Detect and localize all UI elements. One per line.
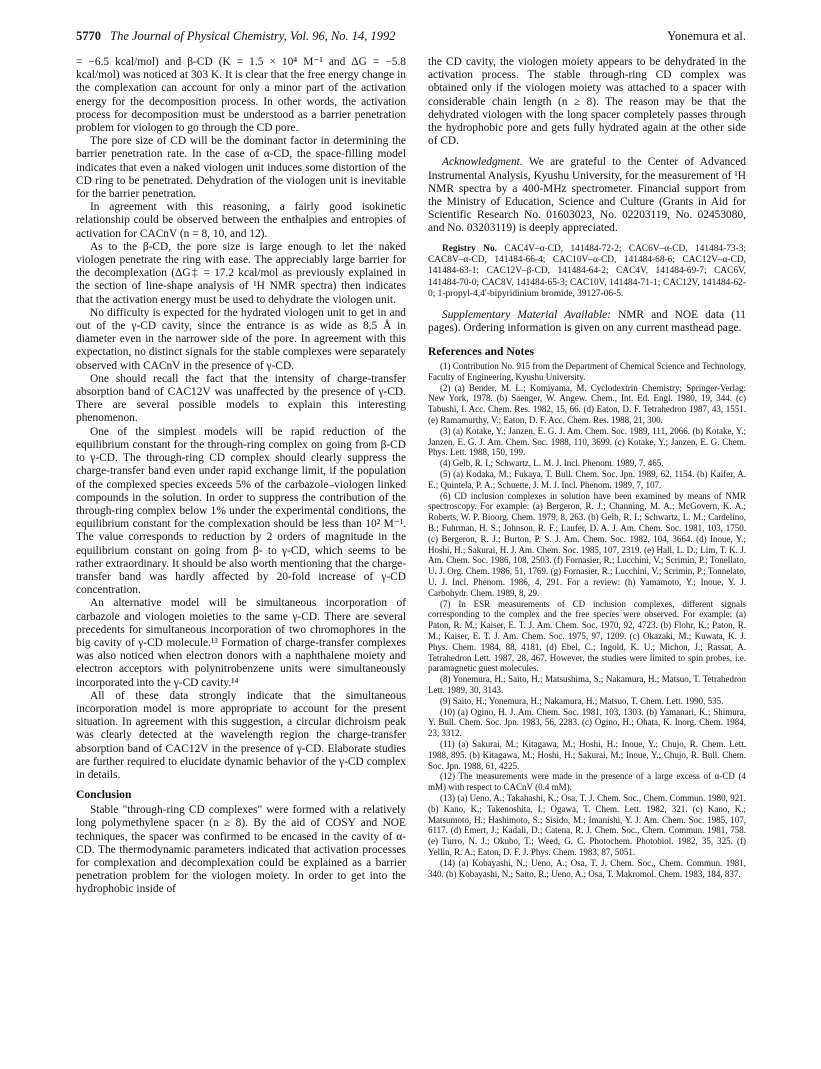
body-paragraph: No difficulty is expected for the hydrated viologen unit to get in and out of the γ-CD cavity, since the entrance is as wide as 8.5 Å in diameter even in the narrower side of the pore. In agreement with this expectation, no distinct signals for the stable complexes were separately observed with CACnV in the presence of γ-CD. <box>76 306 406 372</box>
acknowledgment-text: We are grateful to the Center of Advanced Instrumental Analysis, Kyushu University, for the measurement of ¹H NMR spectra by a 400-MHz spectrometer. Financial support from the Ministry of Education, Science and Culture (Grants in Aid for Scientific Research No. 01603023, No. 02203119, No. 02453080, and No. 03203119) is deeply appreciated. <box>428 156 746 235</box>
reference-item: (12) The measurements were made in the presence of a large excess of α-CD (4 mM) with respect to CACnV (0.4 mM). <box>428 771 746 793</box>
registry-label: Registry No. <box>442 243 497 254</box>
reference-item: (5) (a) Kodaka, M.; Fukaya, T. Bull. Chem. Soc. Jpn. 1989, 62, 1154. (b) Kaifer, A. E.; Quintela, P. A.; Schuette, J. M. J. Incl. Phenom. 1989, 7, 107. <box>428 469 746 490</box>
reference-item: (8) Yonemura, H.; Saito, H.; Matsushima, S.; Nakamura, H.; Matsuo, T. Tetrahedron Lett. 1989, 30, 3143. <box>428 674 746 695</box>
reference-item: (3) (a) Kotake, Y.; Janzen, E. G. J. Am. Chem. Soc. 1989, 111, 2066. (b) Kotake, Y.; Janzen, E. G. J. Am. Chem. Soc. 1988, 110, 3699. (c) Kotake, Y.; Janzen, E. G. Chem. Phys. Lett. 1988, 150, 199. <box>428 425 746 458</box>
reference-item: (6) CD inclusion complexes in solution have been examined by means of NMR spectroscopy. For example: (a) Bergeron, R. J.; Channing, M. A.; McGovern, K. A.; Roberts, W. P. Bioorg. Chem. 1979, 8, 263. (b) Gelb, R. I.; Schwartz, L. M.; Cardelino, B.; Fuhrman, H. S.; Johnson, R. F.; Laufer, D. A. J. Am. Chem. Soc. 1981, 103, 1750. (c) Bergeron, R. J.; Burton, P. S. J. Am. Chem. Soc. 1982, 104, 3664. (d) Inoue, Y.; Hoshi, H.; Sakurai, H. J. Am. Chem. Soc. 1985, 107, 2319. (e) Hall, L. D.; Lim, T. K. J. Am. Chem. Soc. 1986, 108, 2503. (f) Fornasier, R.; Lucchini, V.; Scrimin, P.; Tonellato, U. J. Org. Chem. 1986, 51, 1769. (g) Fornasier, R.; Lucchini, V.; Scrimin, P.; Tonnelato, U. J. Incl. Phenom. 1986, 4, 291. For a review: (h) Yamamoto, Y.; Inoue, Y. J. Carbohydr. Chem. 1989, 8, 29. <box>428 490 746 598</box>
reference-item: (1) Contribution No. 915 from the Department of Chemical Science and Technology, Faculty of Engineering, Kyushu University. <box>428 361 746 382</box>
conclusion-heading: Conclusion <box>76 788 132 802</box>
page-number: 5770 <box>76 29 101 43</box>
body-paragraph: As to the β-CD, the pore size is large enough to let the naked viologen penetrate the ring with ease. The appreciably large barrier for the decomplexation (ΔG‡ = 17.2 kcal/mol as previously explained in the section of line-shape analysis of ¹H NMR spectra) then indicates that the activation energy must be used to dehydrate the viologen unit. <box>76 240 406 306</box>
supplementary-material <box>428 309 746 335</box>
reference-item: (9) Saito, H.; Yonemura, H.; Nakamura, H.; Matsuo, T. Chem. Lett. 1990, 535. <box>440 695 724 706</box>
header-authors: Yonemura et al. <box>667 29 746 43</box>
registry-text: CAC4V–α-CD, 141484-72-2; CAC6V–α-CD, 141484-73-3; CAC8V–α-CD, 141484-66-4; CAC10V–α-CD, 141484-68-6; CAC12V–α-CD, 141484-63-1; CAC12V–β-CD, 141484-64-2; CAC4V, 141484-69-7; CAC6V, 141484-70-0; CAC8V, 141484-65-3; CAC10V, 141484-71-1; CAC12V, 141484-62-0; 1-propyl-4,4′-bipyridinium bromide, 39127-06-5. <box>428 243 747 300</box>
body-paragraph: One of the simplest models will be rapid reduction of the equilibrium constant for the through-ring complex on going from β-CD to γ-CD. The through-ring CD complex should clearly suppress the charge-transfer band even under rapid exchange limit, if the population of the complexed species exceeds 5% of the carbazole–viologen linked compounds in the solution. In order to suppress the contribution of the through-ring complex below 1% under the experimental conditions, the equilibrium constant for the complexation should be less than 10² M⁻¹. The value corresponds to reduction by 2 orders of magnitude in the equilibrium constant on going from β- to γ-CD, which seems to be rather extraordinary. It should be also worth mentioning that the charge-transfer band was hardly affected by 20-fold increase of γ-CD concentration. <box>76 425 406 597</box>
header-left <box>76 29 396 44</box>
body-paragraph: = −6.5 kcal/mol) and β-CD (K = 1.5 × 10⁴ M⁻¹ and ΔG = −5.8 kcal/mol) was noticed at 303 K. It is clear that the free energy change in the complexation can account for only a minor part of the activation energy for the decomposition process. In other words, the activation process for decomposition must be understood as a barrier penetration problem for viologen to go through the CD pore. <box>76 56 406 135</box>
body-paragraph: One should recall the fact that the intensity of charge-transfer absorption band of CAC12V was unaffected by the presence of γ-CD. There are several possible models to explain this interesting phenomenon. <box>76 372 406 425</box>
journal-citation: The Journal of Physical Chemistry, Vol. 96, No. 14, 1992 <box>110 29 396 43</box>
reference-item: (2) (a) Bender, M. L.; Komiyama, M. Cyclodextrin Chemistry; Springer-Verlag: New York, 1978. (b) Saenger, W. Angew. Chem., Int. Ed. Engl. 1980, 19, 344. (c) Tabushi, I. Acc. Chem. Res. 1982, 15, 66. (d) Eaton, D. F. Tetrahedron 1987, 43, 1551. (e) Ramamurthy, V.; Eaton, D. F. Acc. Chem. Res. 1988, 21, 300. <box>428 382 746 426</box>
acknowledgment <box>428 156 746 235</box>
reference-item: (7) In ESR measurements of CD inclusion complexes, different signals corresponding to the complex and the free species were observed. For example: (a) Paton, R. M.; Kaiser, E. T. J. Am. Chem. Soc. 1970, 92, 4723. (b) Flohr, K.; Paton, R. M.; Kaiser, E. T. J. Am. Chem. Soc. 1975, 97, 1209. (c) Okazaki, M.; Kuwata, K. J. Phys. Chem. 1984, 88, 4181. (d) Ebel, C.; Ingold, K. U.; Michon, J.; Rassat, A. Tetrahedron Lett. 1987, 28, 467. However, the studies were limited to spin probes, i.e. paramagnetic guest molecules. <box>428 598 746 674</box>
references-heading: References and Notes <box>428 345 535 359</box>
body-paragraph: An alternative model will be simultaneous incorporation of carbazole and viologen moieties to the same γ-CD. There are several precedents for simultaneous incorporation of two chromophores in the big cavity of γ-CD molecule.¹³ Formation of charge-transfer complexes was also noticed when electron donors with a naphthalene moiety and electron acceptors with polynitrobenzene units were simultaneously incorporated into the γ-CD cavity.¹⁴ <box>76 597 406 689</box>
reference-item: (13) (a) Ueno, A.; Takahashi, K.; Osa, T. J. Chem. Soc., Chem. Commun. 1980, 921. (b) Kano, K.; Takenoshita, I.; Ogawa, T. Chem. Lett. 1982, 321. (c) Kano, K.; Matsumoto, H.; Hashimoto, S.; Sisido, M.; Imanishi, Y. J. Am. Chem. Soc. 1985, 107, 6117. (d) Emert, J.; Kadali, D.; Catena, R. J. Chem. Soc., Chem. Commun. 1981, 758. (e) Turro, N. J.; Okubo, T.; Weed, G. C. Photochem. Photobiol. 1982, 35, 325. (f) Yellin, R. A.; Eaton, D. F. J. Phys. Chem. 1983, 87, 5051. <box>428 792 746 857</box>
acknowledgment-label: Acknowledgment. <box>442 156 523 169</box>
reference-item: (11) (a) Sakurai, M.; Kitagawa, M.; Hoshi, H.; Inoue, Y.; Chujo, R. Chem. Lett. 1988, 895. (b) Kitagawa, M.; Hoshi, H.; Sakurai, M.; Inoue, Y.; Chujo, R. Bull. Chem. Soc. Jpn. 1988, 61, 4225. <box>428 738 746 771</box>
references-list <box>428 361 746 879</box>
left-column <box>76 56 406 897</box>
running-header <box>76 29 746 47</box>
supplementary-text: NMR and NOE data (11 pages). Ordering information is given on any current masthead page. <box>428 308 746 334</box>
registry-numbers <box>428 244 746 301</box>
reference-item: (10) (a) Ogino, H. J. Am. Chem. Soc. 1981, 103, 1303. (b) Yamanari, K.; Shimura, Y. Bull. Chem. Soc. Jpn. 1983, 56, 2283. (c) Ogino, H.; Ohata, K. Inorg. Chem. 1984, 23, 3312. <box>428 706 746 739</box>
supplementary-label: Supplementary Material Available: <box>442 308 611 321</box>
right-column <box>428 56 746 879</box>
reference-item: (14) (a) Kobayashi, N.; Ueno, A.; Osa, T. J. Chem. Soc., Chem. Commun. 1981, 340. (b) Kobayashi, N.; Saito, R.; Ueno, A.; Osa, T. Makromol. Chem. 1983, 184, 837. <box>428 857 746 879</box>
continued-paragraph: the CD cavity, the viologen moiety appears to be dehydrated in the activation process. The stable through-ring CD complex was obtained only if the viologen moiety was attached to a spacer with considerable chain length (n ≥ 8). The reason may be that the dehydrated viologen with the long spacer completely passes through the hydrophobic pore and gets fully hydrated again at the other side of CD. <box>428 56 746 148</box>
body-paragraph: In agreement with this reasoning, a fairly good isokinetic relationship could be observed between the enthalpies and entropies of activation for CACnV (n = 8, 10, and 12). <box>76 201 406 240</box>
body-paragraph: The pore size of CD will be the dominant factor in determining the barrier penetration rate. In the case of α-CD, the space-filling model indicates that even a naked viologen unit induces some distortion of the CD ring to be penetrated. Dehydration of the viologen unit is inevitable for the barrier penetration. <box>76 135 406 201</box>
reference-item: (4) Gelb, R. I.; Schwartz, L. M. J. Incl. Phenom. 1989, 7, 465. <box>440 458 664 469</box>
conclusion-paragraph: Stable "through-ring CD complexes" were formed with a relatively long polymethylene spacer (n ≥ 8). By the aid of COSY and NOE techniques, the spacer was confirmed to be encased in the cavity of α-CD. The thermodynamic parameters indicated that activation processes for complexation and decomplexation could be explained as a barrier penetration problem for the viologen moiety. In order to get into the hydrophobic inside of <box>76 804 406 896</box>
body-paragraph: All of these data strongly indicate that the simultaneous incorporation model is more appropriate to account for the present situation. In agreement with this suggestion, a circular dichroism peak was clearly detected at the wavelength region the charge-transfer absorption band of CAC12V in the presence of γ-CD. Elaborate studies are further required to elucidate dynamic behavior of the γ-CD complex in details. <box>76 689 406 781</box>
